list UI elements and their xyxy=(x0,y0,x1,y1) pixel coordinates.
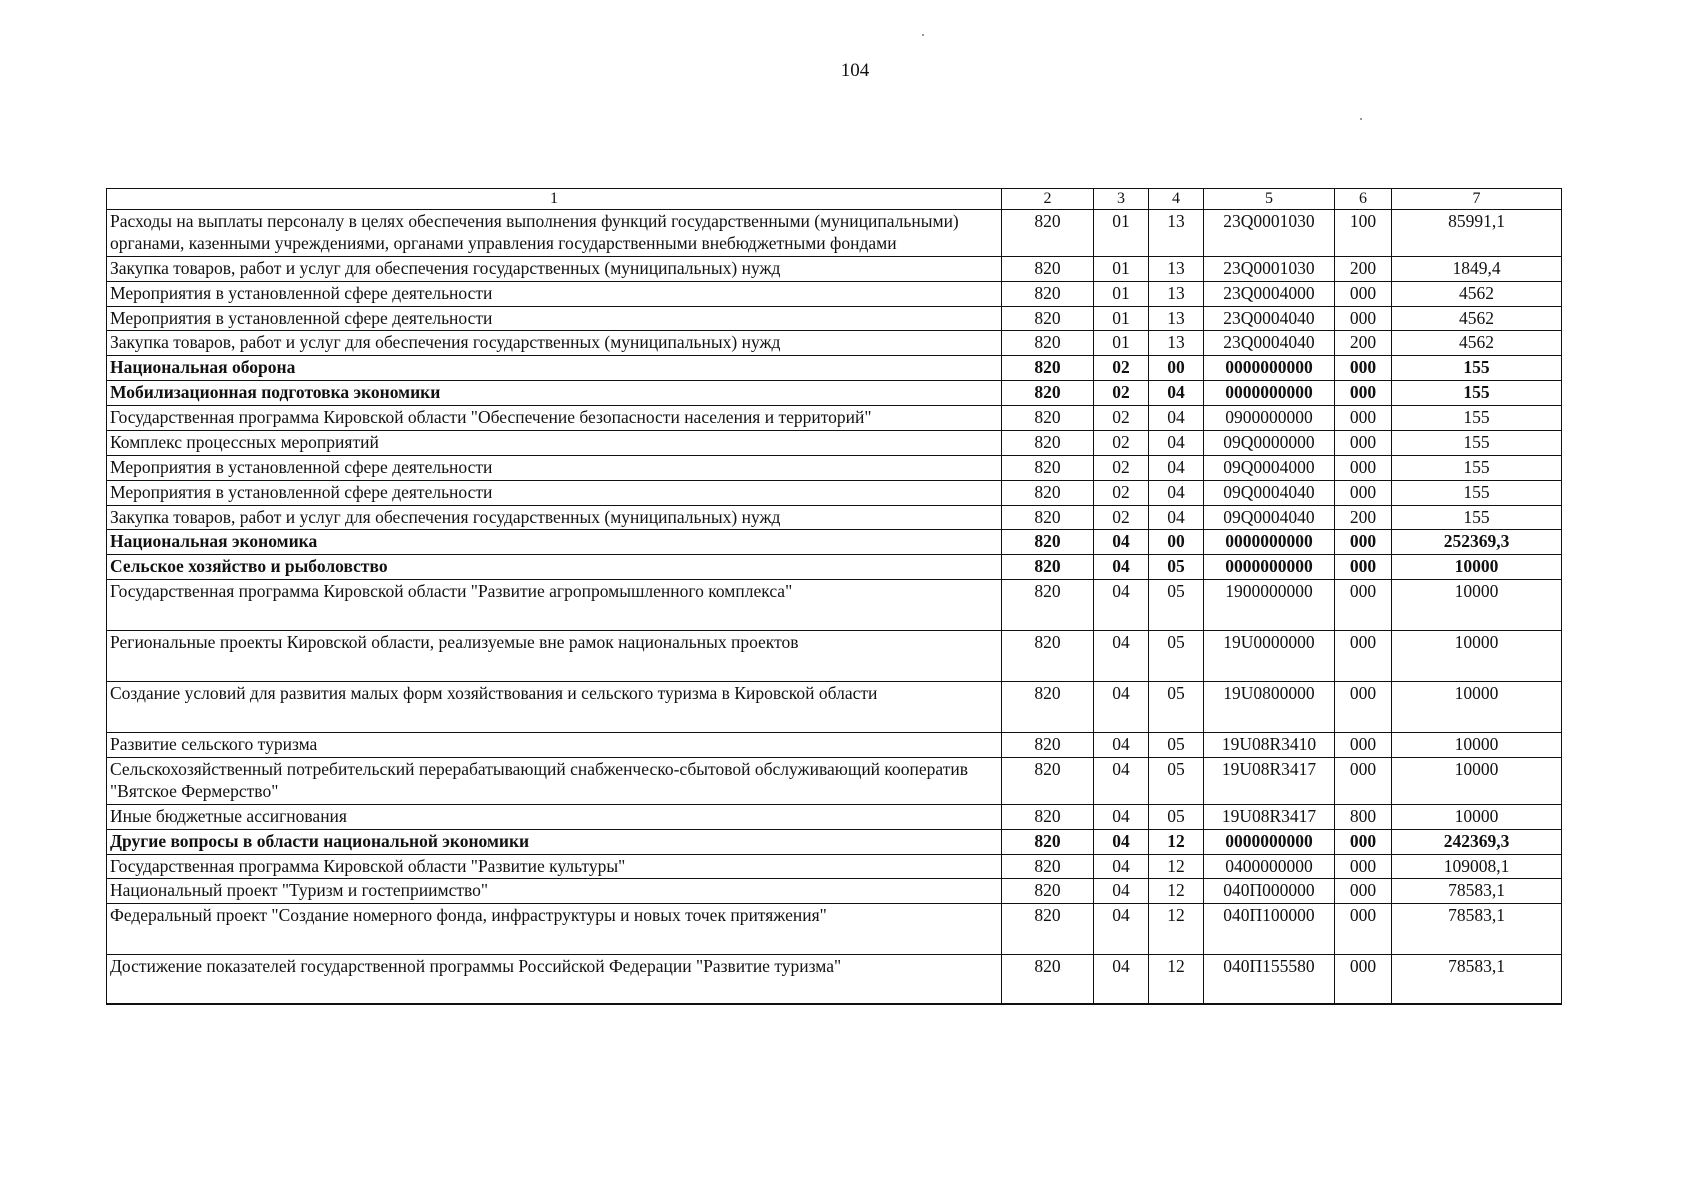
table-row xyxy=(107,580,1562,631)
cell-section: 02 xyxy=(1094,406,1149,431)
cell-section: 02 xyxy=(1094,480,1149,505)
cell-ministry: 820 xyxy=(1002,955,1094,1005)
row-name: Государственная программа Кировской области "Обеспечение безопасности населения и территорий" xyxy=(107,406,1002,431)
cell-section: 04 xyxy=(1094,555,1149,580)
column-header: 2 xyxy=(1002,189,1094,210)
cell-target-code: 19U08R3410 xyxy=(1204,733,1335,758)
column-header: 4 xyxy=(1149,189,1204,210)
table-row xyxy=(107,758,1562,805)
cell-ministry: 820 xyxy=(1002,580,1094,631)
cell-expense-type: 000 xyxy=(1335,631,1392,682)
cell-amount: 78583,1 xyxy=(1392,904,1562,955)
cell-amount: 155 xyxy=(1392,406,1562,431)
cell-amount: 10000 xyxy=(1392,580,1562,631)
table-row xyxy=(107,505,1562,530)
cell-amount: 109008,1 xyxy=(1392,854,1562,879)
table-row xyxy=(107,455,1562,480)
cell-amount: 10000 xyxy=(1392,804,1562,829)
cell-subsection: 13 xyxy=(1149,256,1204,281)
row-name: Национальная экономика xyxy=(107,530,1002,555)
cell-expense-type: 000 xyxy=(1335,281,1392,306)
cell-subsection: 13 xyxy=(1149,210,1204,257)
cell-section: 04 xyxy=(1094,804,1149,829)
cell-expense-type: 200 xyxy=(1335,256,1392,281)
table-row xyxy=(107,879,1562,904)
cell-section: 04 xyxy=(1094,530,1149,555)
cell-target-code: 09Q0004040 xyxy=(1204,480,1335,505)
row-name: Национальная оборона xyxy=(107,356,1002,381)
table-row xyxy=(107,733,1562,758)
cell-target-code: 0000000000 xyxy=(1204,381,1335,406)
table-row xyxy=(107,480,1562,505)
cell-target-code: 040П100000 xyxy=(1204,904,1335,955)
cell-section: 04 xyxy=(1094,879,1149,904)
table-row xyxy=(107,804,1562,829)
cell-expense-type: 000 xyxy=(1335,758,1392,805)
cell-amount: 4562 xyxy=(1392,306,1562,331)
column-header: 1 xyxy=(107,189,1002,210)
cell-ministry: 820 xyxy=(1002,331,1094,356)
cell-expense-type: 000 xyxy=(1335,381,1392,406)
column-header: 3 xyxy=(1094,189,1149,210)
cell-target-code: 0000000000 xyxy=(1204,555,1335,580)
header-row xyxy=(107,189,1562,210)
table-row-section xyxy=(107,829,1562,854)
cell-target-code: 0400000000 xyxy=(1204,854,1335,879)
cell-section: 02 xyxy=(1094,381,1149,406)
row-name: Достижение показателей государственной программы Российской Федерации "Развитие туризма" xyxy=(107,955,1002,1005)
cell-amount: 10000 xyxy=(1392,631,1562,682)
cell-target-code: 23Q0004040 xyxy=(1204,306,1335,331)
cell-ministry: 820 xyxy=(1002,804,1094,829)
cell-target-code: 09Q0004040 xyxy=(1204,505,1335,530)
cell-ministry: 820 xyxy=(1002,631,1094,682)
table-row-section xyxy=(107,356,1562,381)
cell-section: 04 xyxy=(1094,733,1149,758)
cell-ministry: 820 xyxy=(1002,210,1094,257)
cell-expense-type: 000 xyxy=(1335,555,1392,580)
column-header: 7 xyxy=(1392,189,1562,210)
cell-amount: 155 xyxy=(1392,455,1562,480)
cell-expense-type: 000 xyxy=(1335,580,1392,631)
cell-target-code: 040П155580 xyxy=(1204,955,1335,1005)
cell-section: 04 xyxy=(1094,580,1149,631)
cell-section: 04 xyxy=(1094,829,1149,854)
cell-section: 01 xyxy=(1094,256,1149,281)
table-row xyxy=(107,682,1562,733)
cell-subsection: 04 xyxy=(1149,455,1204,480)
cell-expense-type: 100 xyxy=(1335,210,1392,257)
row-name: Комплекс процессных мероприятий xyxy=(107,430,1002,455)
row-name: Другие вопросы в области национальной экономики xyxy=(107,829,1002,854)
cell-section: 01 xyxy=(1094,306,1149,331)
cell-ministry: 820 xyxy=(1002,854,1094,879)
cell-expense-type: 000 xyxy=(1335,904,1392,955)
cell-target-code: 19U0000000 xyxy=(1204,631,1335,682)
cell-section: 04 xyxy=(1094,682,1149,733)
cell-amount: 10000 xyxy=(1392,758,1562,805)
cell-amount: 155 xyxy=(1392,381,1562,406)
cell-target-code: 23Q0001030 xyxy=(1204,210,1335,257)
cell-ministry: 820 xyxy=(1002,530,1094,555)
cell-subsection: 05 xyxy=(1149,804,1204,829)
cell-section: 04 xyxy=(1094,955,1149,1005)
cell-amount: 10000 xyxy=(1392,733,1562,758)
cell-target-code: 0900000000 xyxy=(1204,406,1335,431)
cell-amount: 10000 xyxy=(1392,555,1562,580)
cell-amount: 4562 xyxy=(1392,331,1562,356)
cell-ministry: 820 xyxy=(1002,904,1094,955)
cell-target-code: 19U08R3417 xyxy=(1204,804,1335,829)
row-name: Государственная программа Кировской области "Развитие культуры" xyxy=(107,854,1002,879)
cell-ministry: 820 xyxy=(1002,256,1094,281)
column-header: 6 xyxy=(1335,189,1392,210)
cell-section: 04 xyxy=(1094,758,1149,805)
cell-expense-type: 000 xyxy=(1335,854,1392,879)
cell-expense-type: 000 xyxy=(1335,879,1392,904)
cell-subsection: 05 xyxy=(1149,733,1204,758)
cell-amount: 155 xyxy=(1392,505,1562,530)
table-row xyxy=(107,306,1562,331)
cell-ministry: 820 xyxy=(1002,829,1094,854)
table-row xyxy=(107,281,1562,306)
cell-ministry: 820 xyxy=(1002,455,1094,480)
row-name: Государственная программа Кировской области "Развитие агропромышленного комплекса" xyxy=(107,580,1002,631)
cell-subsection: 00 xyxy=(1149,530,1204,555)
row-name: Закупка товаров, работ и услуг для обеспечения государственных (муниципальных) нужд xyxy=(107,256,1002,281)
table-row-section xyxy=(107,381,1562,406)
table-row-section xyxy=(107,555,1562,580)
page-number: 104 xyxy=(840,60,870,81)
row-name: Сельское хозяйство и рыболовство xyxy=(107,555,1002,580)
cell-expense-type: 000 xyxy=(1335,530,1392,555)
cell-subsection: 05 xyxy=(1149,555,1204,580)
cell-target-code: 09Q0004000 xyxy=(1204,455,1335,480)
cell-target-code: 23Q0004000 xyxy=(1204,281,1335,306)
cell-amount: 10000 xyxy=(1392,682,1562,733)
table-row xyxy=(107,955,1562,1005)
cell-expense-type: 000 xyxy=(1335,682,1392,733)
cell-ministry: 820 xyxy=(1002,281,1094,306)
cell-target-code: 040П000000 xyxy=(1204,879,1335,904)
cell-target-code: 19U0800000 xyxy=(1204,682,1335,733)
cell-target-code: 23Q0001030 xyxy=(1204,256,1335,281)
row-name: Создание условий для развития малых форм хозяйствования и сельского туризма в Кировской области xyxy=(107,682,1002,733)
cell-amount: 78583,1 xyxy=(1392,879,1562,904)
cell-amount: 1849,4 xyxy=(1392,256,1562,281)
cell-section: 04 xyxy=(1094,854,1149,879)
table-row-section xyxy=(107,530,1562,555)
row-name: Развитие сельского туризма xyxy=(107,733,1002,758)
cell-subsection: 05 xyxy=(1149,631,1204,682)
cell-subsection: 04 xyxy=(1149,480,1204,505)
cell-subsection: 04 xyxy=(1149,381,1204,406)
table-row xyxy=(107,210,1562,257)
cell-ministry: 820 xyxy=(1002,356,1094,381)
cell-target-code: 19U08R3417 xyxy=(1204,758,1335,805)
cell-subsection: 05 xyxy=(1149,682,1204,733)
cell-subsection: 05 xyxy=(1149,758,1204,805)
row-name: Сельскохозяйственный потребительский перерабатывающий снабженческо-сбытовой обслуживающий кооператив "Вятское Фермерство" xyxy=(107,758,1002,805)
cell-amount: 155 xyxy=(1392,480,1562,505)
row-name: Мероприятия в установленной сфере деятельности xyxy=(107,455,1002,480)
cell-amount: 242369,3 xyxy=(1392,829,1562,854)
cell-ministry: 820 xyxy=(1002,306,1094,331)
cell-ministry: 820 xyxy=(1002,505,1094,530)
cell-ministry: 820 xyxy=(1002,555,1094,580)
row-name: Национальный проект "Туризм и гостеприимство" xyxy=(107,879,1002,904)
cell-section: 04 xyxy=(1094,631,1149,682)
scan-speck xyxy=(1360,118,1362,120)
cell-subsection: 12 xyxy=(1149,829,1204,854)
cell-section: 02 xyxy=(1094,356,1149,381)
cell-ministry: 820 xyxy=(1002,879,1094,904)
cell-section: 02 xyxy=(1094,430,1149,455)
cell-subsection: 13 xyxy=(1149,281,1204,306)
cell-target-code: 09Q0000000 xyxy=(1204,430,1335,455)
cell-ministry: 820 xyxy=(1002,430,1094,455)
cell-subsection: 04 xyxy=(1149,505,1204,530)
cell-expense-type: 000 xyxy=(1335,306,1392,331)
cell-subsection: 00 xyxy=(1149,356,1204,381)
cell-section: 01 xyxy=(1094,331,1149,356)
cell-subsection: 04 xyxy=(1149,406,1204,431)
cell-ministry: 820 xyxy=(1002,406,1094,431)
cell-section: 02 xyxy=(1094,455,1149,480)
cell-target-code: 0000000000 xyxy=(1204,356,1335,381)
cell-target-code: 23Q0004040 xyxy=(1204,331,1335,356)
cell-section: 01 xyxy=(1094,210,1149,257)
row-name: Расходы на выплаты персоналу в целях обеспечения выполнения функций государственными (муниципальными) органами, казенными учреждениями, органами управления государственными внебюджетными фондами xyxy=(107,210,1002,257)
cell-subsection: 12 xyxy=(1149,904,1204,955)
table-row xyxy=(107,256,1562,281)
cell-target-code: 0000000000 xyxy=(1204,829,1335,854)
cell-expense-type: 000 xyxy=(1335,955,1392,1005)
cell-ministry: 820 xyxy=(1002,758,1094,805)
cell-amount: 85991,1 xyxy=(1392,210,1562,257)
table-row xyxy=(107,406,1562,431)
cell-expense-type: 200 xyxy=(1335,331,1392,356)
row-name: Закупка товаров, работ и услуг для обеспечения государственных (муниципальных) нужд xyxy=(107,505,1002,530)
cell-target-code: 0000000000 xyxy=(1204,530,1335,555)
table-row xyxy=(107,631,1562,682)
budget-table xyxy=(106,188,1562,1005)
cell-target-code: 1900000000 xyxy=(1204,580,1335,631)
row-name: Федеральный проект "Создание номерного фонда, инфраструктуры и новых точек притяжения" xyxy=(107,904,1002,955)
cell-ministry: 820 xyxy=(1002,381,1094,406)
cell-section: 02 xyxy=(1094,505,1149,530)
cell-ministry: 820 xyxy=(1002,733,1094,758)
cell-subsection: 13 xyxy=(1149,331,1204,356)
table-row xyxy=(107,854,1562,879)
table-row xyxy=(107,430,1562,455)
row-name: Мероприятия в установленной сфере деятельности xyxy=(107,480,1002,505)
row-name: Региональные проекты Кировской области, реализуемые вне рамок национальных проектов xyxy=(107,631,1002,682)
cell-ministry: 820 xyxy=(1002,480,1094,505)
cell-subsection: 13 xyxy=(1149,306,1204,331)
cell-expense-type: 000 xyxy=(1335,430,1392,455)
cell-amount: 78583,1 xyxy=(1392,955,1562,1005)
row-name: Мероприятия в установленной сфере деятельности xyxy=(107,281,1002,306)
table-row xyxy=(107,331,1562,356)
cell-subsection: 12 xyxy=(1149,955,1204,1005)
table-row xyxy=(107,904,1562,955)
cell-expense-type: 000 xyxy=(1335,406,1392,431)
cell-expense-type: 000 xyxy=(1335,480,1392,505)
cell-expense-type: 000 xyxy=(1335,455,1392,480)
row-name: Мероприятия в установленной сфере деятельности xyxy=(107,306,1002,331)
cell-amount: 4562 xyxy=(1392,281,1562,306)
cell-amount: 155 xyxy=(1392,356,1562,381)
row-name: Иные бюджетные ассигнования xyxy=(107,804,1002,829)
cell-expense-type: 000 xyxy=(1335,829,1392,854)
cell-section: 01 xyxy=(1094,281,1149,306)
cell-subsection: 05 xyxy=(1149,580,1204,631)
cell-subsection: 12 xyxy=(1149,854,1204,879)
scan-speck xyxy=(922,34,924,36)
cell-amount: 155 xyxy=(1392,430,1562,455)
cell-subsection: 04 xyxy=(1149,430,1204,455)
cell-expense-type: 200 xyxy=(1335,505,1392,530)
cell-expense-type: 800 xyxy=(1335,804,1392,829)
cell-expense-type: 000 xyxy=(1335,733,1392,758)
cell-section: 04 xyxy=(1094,904,1149,955)
row-name: Мобилизационная подготовка экономики xyxy=(107,381,1002,406)
cell-expense-type: 000 xyxy=(1335,356,1392,381)
cell-ministry: 820 xyxy=(1002,682,1094,733)
cell-subsection: 12 xyxy=(1149,879,1204,904)
row-name: Закупка товаров, работ и услуг для обеспечения государственных (муниципальных) нужд xyxy=(107,331,1002,356)
column-header: 5 xyxy=(1204,189,1335,210)
cell-amount: 252369,3 xyxy=(1392,530,1562,555)
